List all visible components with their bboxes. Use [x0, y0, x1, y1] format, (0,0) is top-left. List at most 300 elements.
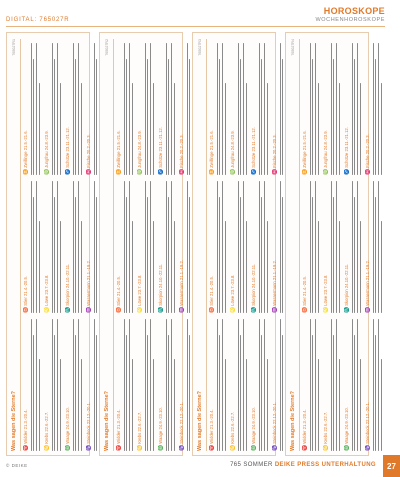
- zodiac-icon: ♍: [230, 168, 236, 175]
- sign-entry: [158, 319, 178, 451]
- sign-label: Schütze 23.11.-21.12.: [158, 127, 163, 168]
- sign-label: Wassermann 21.1.-19.2.: [272, 260, 277, 306]
- sign-label: Löwe 23.7.-23.8.: [44, 274, 49, 306]
- text-line: [150, 181, 151, 313]
- text-line: [373, 43, 374, 175]
- footer-publisher: DEIKE PRESS UNTERHALTUNG: [274, 462, 376, 468]
- text-line: [129, 43, 130, 175]
- text-line: [174, 221, 175, 313]
- text-line: [57, 43, 58, 175]
- sign-label: Skorpion 24.10.-22.11.: [344, 263, 349, 306]
- text-line: [240, 59, 241, 175]
- horoscope-text: [259, 43, 268, 175]
- text-line: [219, 59, 220, 175]
- sign-label: Schütze 23.11.-21.12.: [344, 127, 349, 168]
- column-title: Was sagen die Sterne?: [197, 390, 203, 451]
- text-line: [36, 43, 37, 175]
- text-line: [78, 43, 79, 175]
- text-line: [312, 335, 313, 451]
- header-divider: [6, 26, 385, 27]
- text-line: [81, 359, 82, 451]
- text-line: [352, 319, 353, 451]
- horoscope-text: [310, 181, 319, 313]
- sign-heading: [158, 43, 164, 175]
- zodiac-icon: ♋: [137, 444, 143, 451]
- horoscope-text: [238, 181, 247, 313]
- sign-heading: [365, 43, 371, 175]
- zodiac-icon: ♊: [116, 168, 122, 175]
- column-title: Was sagen die Sterne?: [104, 390, 110, 451]
- sign-entry: [230, 43, 250, 175]
- text-line: [315, 319, 316, 451]
- text-line: [52, 43, 53, 175]
- text-line: [243, 43, 244, 175]
- zodiac-icon: ♉: [209, 306, 215, 313]
- text-line: [174, 83, 175, 175]
- text-line: [166, 43, 167, 175]
- text-line: [310, 43, 311, 175]
- sign-label: Jungfrau 24.8.-23.9.: [323, 130, 328, 168]
- text-line: [240, 335, 241, 451]
- horoscope-text: [331, 319, 340, 451]
- page-header: [0, 0, 400, 30]
- text-line: [318, 221, 319, 313]
- column-title: Was sagen die Sterne?: [290, 390, 296, 451]
- sign-heading: [251, 181, 257, 313]
- text-line: [219, 335, 220, 451]
- text-line: [318, 359, 319, 451]
- sign-label: Skorpion 24.10.-22.11.: [65, 263, 70, 306]
- sign-heading: [251, 43, 257, 175]
- horoscope-text: [217, 181, 226, 313]
- sign-heading: [44, 181, 50, 313]
- sign-label: Widder 21.3.-20.4.: [302, 409, 307, 444]
- text-line: [222, 319, 223, 451]
- zodiac-icon: ♎: [251, 444, 257, 451]
- text-line: [243, 181, 244, 313]
- text-line: [378, 319, 379, 451]
- horoscope-text: [145, 319, 154, 451]
- zodiac-icon: ♒: [86, 306, 92, 313]
- text-line: [222, 181, 223, 313]
- sign-label: Steinbock 22.12.-20.1.: [86, 401, 91, 444]
- sign-entry: [365, 181, 385, 313]
- zodiac-icon: ♍: [137, 168, 143, 175]
- text-line: [54, 335, 55, 451]
- zodiac-icon: ♉: [302, 306, 308, 313]
- horoscope-text: [52, 43, 61, 175]
- sign-heading: [365, 181, 371, 313]
- text-line: [280, 181, 281, 313]
- text-line: [94, 319, 95, 451]
- sign-heading: [86, 319, 92, 451]
- text-line: [124, 181, 125, 313]
- text-line: [52, 181, 53, 313]
- sign-label: Löwe 23.7.-23.8.: [323, 274, 328, 306]
- sign-entry: [116, 181, 136, 313]
- section-title: HOROSKOPE: [323, 6, 385, 16]
- column-code: 765027R2: [105, 39, 109, 56]
- sign-heading: [302, 181, 308, 313]
- zodiac-icon: ♍: [323, 168, 329, 175]
- text-line: [261, 59, 262, 175]
- sign-label: Jungfrau 24.8.-23.9.: [137, 130, 142, 168]
- zodiac-icon: ♑: [272, 444, 278, 451]
- sign-entry: [344, 319, 364, 451]
- zodiac-icon: ♍: [44, 168, 50, 175]
- sign-heading: [230, 319, 236, 451]
- horoscope-text: [31, 319, 40, 451]
- text-line: [31, 181, 32, 313]
- sign-entry: [302, 43, 322, 175]
- sign-entry: [323, 181, 343, 313]
- text-line: [352, 43, 353, 175]
- horoscope-text: [124, 319, 133, 451]
- text-line: [189, 197, 190, 313]
- text-line: [39, 83, 40, 175]
- text-line: [378, 43, 379, 175]
- sign-heading: [344, 43, 350, 175]
- footer-publication: [230, 462, 376, 468]
- sign-entry: [23, 43, 43, 175]
- text-line: [357, 181, 358, 313]
- sign-label: Zwillinge 21.5.-21.6.: [23, 130, 28, 168]
- sign-entry: [209, 181, 229, 313]
- sign-entry: [302, 319, 322, 451]
- sign-entry: [365, 43, 385, 175]
- text-line: [75, 335, 76, 451]
- sign-entry: [158, 43, 178, 175]
- sign-label: Stier 21.4.-20.5.: [23, 275, 28, 306]
- text-line: [264, 43, 265, 175]
- sign-entry: [65, 319, 85, 451]
- sign-entry: [209, 319, 229, 451]
- sign-heading: [86, 43, 92, 175]
- horoscope-text: [259, 181, 268, 313]
- sign-entry: [137, 181, 157, 313]
- sign-entry: [23, 319, 43, 451]
- horoscope-text: [73, 181, 82, 313]
- text-line: [36, 319, 37, 451]
- text-line: [54, 197, 55, 313]
- text-line: [375, 335, 376, 451]
- sign-entry: [323, 319, 343, 451]
- sign-label: Zwillinge 21.5.-21.6.: [209, 130, 214, 168]
- sign-label: Skorpion 24.10.-22.11.: [158, 263, 163, 306]
- sign-entry: [323, 43, 343, 175]
- text-line: [339, 359, 340, 451]
- zodiac-icon: ♐: [344, 168, 350, 175]
- text-line: [333, 59, 334, 175]
- zodiac-icon: ♋: [44, 444, 50, 451]
- zodiac-icon: ♏: [251, 306, 257, 313]
- text-line: [225, 83, 226, 175]
- text-line: [243, 319, 244, 451]
- text-line: [267, 359, 268, 451]
- zodiac-icon: ♈: [116, 444, 122, 451]
- zodiac-icon: ♋: [323, 444, 329, 451]
- text-line: [60, 359, 61, 451]
- sign-entry: [137, 319, 157, 451]
- sign-heading: [65, 43, 71, 175]
- sign-heading: [179, 319, 185, 451]
- sign-heading: [23, 43, 29, 175]
- horoscope-text: [52, 181, 61, 313]
- sign-label: Steinbock 22.12.-20.1.: [365, 401, 370, 444]
- footer-issue: 765 SOMMER: [230, 462, 273, 468]
- horoscope-text: [352, 181, 361, 313]
- zodiac-icon: ♊: [209, 168, 215, 175]
- text-line: [315, 181, 316, 313]
- sign-heading: [65, 319, 71, 451]
- text-line: [73, 43, 74, 175]
- zodiac-icon: ♒: [365, 306, 371, 313]
- sign-heading: [137, 43, 143, 175]
- sign-label: Löwe 23.7.-23.8.: [230, 274, 235, 306]
- zodiac-icon: ♐: [158, 168, 164, 175]
- digital-code: DIGITAL: 765027R: [6, 17, 70, 23]
- sign-heading: [209, 181, 215, 313]
- text-line: [81, 83, 82, 175]
- sign-label: Stier 21.4.-20.5.: [302, 275, 307, 306]
- sign-label: Schütze 23.11.-21.12.: [65, 127, 70, 168]
- sign-label: Fische 20.2.-20.3.: [179, 134, 184, 168]
- text-line: [381, 359, 382, 451]
- zodiac-icon: ♏: [344, 306, 350, 313]
- section-subtitle: WOCHENHOROSKOPE: [315, 17, 385, 23]
- sign-label: Zwillinge 21.5.-21.6.: [302, 130, 307, 168]
- text-line: [187, 181, 188, 313]
- sign-heading: [86, 181, 92, 313]
- text-line: [354, 335, 355, 451]
- text-line: [57, 181, 58, 313]
- sign-heading: [344, 181, 350, 313]
- horoscope-column: [99, 32, 183, 456]
- text-line: [280, 319, 281, 451]
- sign-entry: [23, 181, 43, 313]
- horoscope-text: [310, 43, 319, 175]
- sign-label: Wassermann 21.1.-19.2.: [365, 260, 370, 306]
- text-line: [150, 319, 151, 451]
- text-line: [282, 59, 283, 175]
- zodiac-icon: ♉: [116, 306, 122, 313]
- text-line: [261, 197, 262, 313]
- sign-heading: [272, 43, 278, 175]
- sign-heading: [158, 181, 164, 313]
- text-line: [96, 335, 97, 451]
- text-line: [217, 43, 218, 175]
- sign-label: Widder 21.3.-20.4.: [116, 409, 121, 444]
- text-line: [381, 221, 382, 313]
- horoscope-text: [73, 319, 82, 451]
- horoscope-text: [52, 319, 61, 451]
- text-line: [33, 335, 34, 451]
- text-line: [145, 319, 146, 451]
- text-line: [352, 181, 353, 313]
- horoscope-text: [373, 181, 382, 313]
- sign-heading: [116, 181, 122, 313]
- text-line: [171, 181, 172, 313]
- text-line: [310, 319, 311, 451]
- text-line: [354, 197, 355, 313]
- sign-label: Waage 24.9.-23.10.: [158, 407, 163, 444]
- zodiac-icon: ♒: [179, 306, 185, 313]
- text-line: [189, 335, 190, 451]
- text-line: [132, 359, 133, 451]
- sign-label: Fische 20.2.-20.3.: [365, 134, 370, 168]
- zodiac-icon: ♏: [65, 306, 71, 313]
- text-line: [259, 43, 260, 175]
- sign-entry: [137, 43, 157, 175]
- text-line: [225, 221, 226, 313]
- sign-label: Schütze 23.11.-21.12.: [251, 127, 256, 168]
- text-line: [39, 359, 40, 451]
- horoscope-text: [31, 43, 40, 175]
- text-line: [315, 43, 316, 175]
- zodiac-icon: ♈: [209, 444, 215, 451]
- text-line: [373, 181, 374, 313]
- text-line: [381, 83, 382, 175]
- horoscope-text: [31, 181, 40, 313]
- horoscope-text: [145, 181, 154, 313]
- text-line: [331, 319, 332, 451]
- sign-entry: [344, 181, 364, 313]
- horoscope-text: [217, 319, 226, 451]
- sign-heading: [137, 319, 143, 451]
- zodiac-icon: ♈: [302, 444, 308, 451]
- text-line: [280, 43, 281, 175]
- zodiac-icon: ♒: [272, 306, 278, 313]
- zodiac-icon: ♏: [158, 306, 164, 313]
- text-line: [124, 319, 125, 451]
- sign-heading: [116, 43, 122, 175]
- text-line: [171, 43, 172, 175]
- horoscope-text: [352, 43, 361, 175]
- text-line: [264, 319, 265, 451]
- zodiac-icon: ♓: [365, 168, 371, 175]
- text-line: [259, 181, 260, 313]
- sign-label: Steinbock 22.12.-20.1.: [179, 401, 184, 444]
- text-line: [217, 319, 218, 451]
- text-line: [126, 59, 127, 175]
- zodiac-icon: ♌: [323, 306, 329, 313]
- text-line: [331, 181, 332, 313]
- horoscope-text: [166, 43, 175, 175]
- footer-copyright: © DEIKE: [6, 463, 28, 468]
- horoscope-text: [73, 43, 82, 175]
- text-line: [259, 319, 260, 451]
- text-line: [246, 221, 247, 313]
- horoscope-text: [145, 43, 154, 175]
- text-line: [124, 43, 125, 175]
- sign-heading: [302, 319, 308, 451]
- text-line: [57, 319, 58, 451]
- horoscope-text: [238, 43, 247, 175]
- text-line: [129, 181, 130, 313]
- sign-heading: [323, 43, 329, 175]
- sign-label: Stier 21.4.-20.5.: [209, 275, 214, 306]
- text-line: [150, 43, 151, 175]
- horoscope-columns: [6, 32, 369, 456]
- sign-heading: [251, 319, 257, 451]
- text-line: [360, 221, 361, 313]
- column-code: 765027R3: [198, 39, 202, 56]
- sign-entry: [158, 181, 178, 313]
- zodiac-icon: ♎: [158, 444, 164, 451]
- column-code: 765027R1: [12, 39, 16, 56]
- text-line: [166, 319, 167, 451]
- sign-heading: [44, 43, 50, 175]
- horoscope-column: [285, 32, 369, 456]
- sign-label: Jungfrau 24.8.-23.9.: [44, 130, 49, 168]
- sign-label: Widder 21.3.-20.4.: [209, 409, 214, 444]
- horoscope-column: [6, 32, 90, 456]
- text-line: [187, 43, 188, 175]
- sign-entry: [65, 181, 85, 313]
- sign-label: Fische 20.2.-20.3.: [86, 134, 91, 168]
- sign-entry: [251, 43, 271, 175]
- text-line: [318, 83, 319, 175]
- horoscope-text: [373, 43, 382, 175]
- zodiac-icon: ♓: [86, 168, 92, 175]
- text-line: [357, 319, 358, 451]
- text-line: [145, 181, 146, 313]
- sign-label: Waage 24.9.-23.10.: [344, 407, 349, 444]
- sign-list: [23, 39, 106, 451]
- sign-heading: [323, 319, 329, 451]
- text-line: [81, 221, 82, 313]
- zodiac-icon: ♎: [65, 444, 71, 451]
- text-line: [312, 59, 313, 175]
- sign-list: [302, 39, 385, 451]
- horoscope-text: [310, 319, 319, 451]
- text-line: [336, 181, 337, 313]
- text-line: [60, 83, 61, 175]
- sign-entry: [209, 43, 229, 175]
- text-line: [31, 319, 32, 451]
- sign-heading: [365, 319, 371, 451]
- text-line: [78, 319, 79, 451]
- text-line: [33, 59, 34, 175]
- text-line: [246, 83, 247, 175]
- text-line: [373, 319, 374, 451]
- zodiac-icon: ♑: [86, 444, 92, 451]
- sign-label: Krebs 22.6.-22.7.: [137, 411, 142, 444]
- text-line: [225, 359, 226, 451]
- zodiac-icon: ♐: [65, 168, 71, 175]
- text-line: [153, 221, 154, 313]
- text-line: [36, 181, 37, 313]
- sign-label: Krebs 22.6.-22.7.: [44, 411, 49, 444]
- sign-heading: [302, 43, 308, 175]
- sign-heading: [272, 319, 278, 451]
- sign-list: [209, 39, 292, 451]
- sign-heading: [209, 319, 215, 451]
- text-line: [264, 181, 265, 313]
- sign-entry: [344, 43, 364, 175]
- text-line: [238, 43, 239, 175]
- sign-heading: [344, 319, 350, 451]
- zodiac-icon: ♌: [137, 306, 143, 313]
- text-line: [73, 181, 74, 313]
- text-line: [354, 59, 355, 175]
- text-line: [168, 197, 169, 313]
- sign-heading: [230, 181, 236, 313]
- sign-label: Waage 24.9.-23.10.: [65, 407, 70, 444]
- text-line: [73, 319, 74, 451]
- column-header: [290, 39, 300, 451]
- text-line: [129, 319, 130, 451]
